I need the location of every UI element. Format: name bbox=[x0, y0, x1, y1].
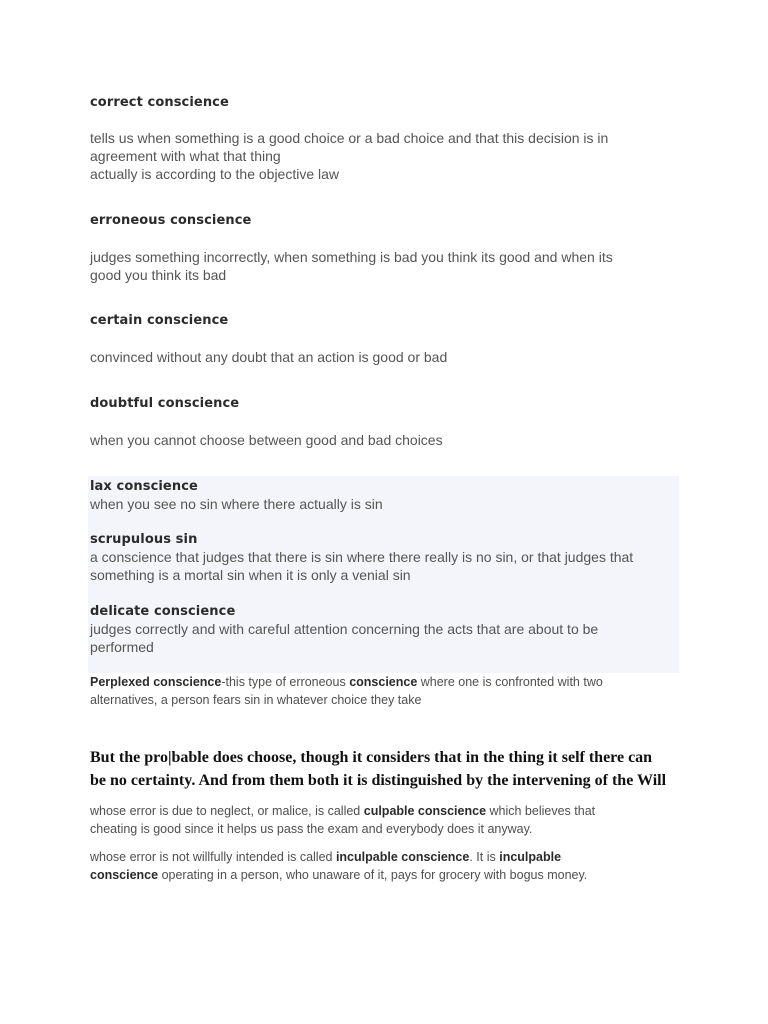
culpable-line-2: cheating is good since it helps us pass the exam and everybody does it anyway. bbox=[90, 822, 533, 836]
inculpable-text-a: whose error is not willfully intended is called bbox=[90, 850, 336, 864]
definition-scrupulous-sin-line-2: something is a mortal sin when it is only a venial sin bbox=[90, 567, 411, 583]
definition-correct-conscience-line-3: actually is according to the objective law bbox=[90, 166, 340, 182]
inculpable-line-1 bbox=[90, 848, 561, 866]
term-certain-conscience: certain conscience bbox=[90, 313, 229, 328]
term-scrupulous-sin: scrupulous sin bbox=[90, 532, 198, 547]
probable-text-rest: does choose, though it considers that in the thing it self there can bbox=[208, 749, 653, 766]
definition-delicate-conscience-line-2: performed bbox=[90, 639, 154, 655]
perplexed-bold-conscience: conscience bbox=[349, 675, 418, 689]
term-perplexed-conscience: Perplexed conscience bbox=[90, 675, 222, 689]
perplexed-text-before: -this type of erroneous bbox=[221, 675, 350, 689]
definition-delicate-conscience-line-1: judges correctly and with careful attention concerning the acts that are about to be bbox=[90, 621, 599, 637]
perplexed-conscience-line-1 bbox=[90, 673, 603, 691]
culpable-line-1 bbox=[90, 802, 595, 820]
probable-text-line-2: be no certainty. And from them both it is distinguished by the intervening of the Will bbox=[90, 772, 667, 789]
term-erroneous-conscience: erroneous conscience bbox=[90, 213, 252, 228]
inculpable-bold-2: inculpable bbox=[499, 850, 562, 864]
term-culpable-conscience: culpable conscience bbox=[363, 804, 487, 818]
probable-paragraph-line-2 bbox=[90, 769, 666, 793]
perplexed-text-after: where one is confronted with two bbox=[417, 675, 603, 689]
perplexed-conscience-line-2: alternatives, a person fears sin in whatever choice they take bbox=[90, 693, 422, 707]
term-delicate-conscience: delicate conscience bbox=[90, 604, 236, 619]
definition-lax-conscience: when you see no sin where there actually is sin bbox=[90, 496, 383, 512]
definition-erroneous-conscience-line-1: judges something incorrectly, when something is bad you think its good and when its bbox=[90, 249, 613, 265]
definition-correct-conscience-line-2: agreement with what that thing bbox=[90, 148, 281, 164]
probable-text-lead: But the bbox=[90, 749, 145, 766]
term-doubtful-conscience: doubtful conscience bbox=[90, 396, 240, 411]
probable-paragraph-line-1 bbox=[90, 746, 652, 770]
inculpable-line-2-rest: operating in a person, who unaware of it, pays for grocery with bogus money. bbox=[158, 868, 588, 882]
inculpable-line-2 bbox=[90, 866, 587, 884]
term-inculpable-conscience: inculpable conscience bbox=[335, 850, 470, 864]
probable-bold-word: pro|bable bbox=[144, 749, 209, 766]
inculpable-text-b: . It is bbox=[469, 850, 500, 864]
definition-scrupulous-sin-line-1: a conscience that judges that there is sin where there really is no sin, or that judges that bbox=[90, 549, 634, 565]
culpable-text-b: which believes that bbox=[486, 804, 596, 818]
term-lax-conscience: lax conscience bbox=[90, 479, 198, 494]
definition-doubtful-conscience: when you cannot choose between good and bad choices bbox=[90, 432, 443, 448]
definition-erroneous-conscience-line-2: good you think its bad bbox=[90, 267, 227, 283]
definition-certain-conscience: convinced without any doubt that an action is good or bad bbox=[90, 349, 448, 365]
term-correct-conscience: correct conscience bbox=[90, 95, 229, 110]
culpable-text-a: whose error is due to neglect, or malice, is called bbox=[90, 804, 364, 818]
inculpable-bold-conscience: conscience bbox=[90, 868, 159, 882]
definition-correct-conscience-line-1: tells us when something is a good choice or a bad choice and that this decision is in bbox=[90, 130, 609, 146]
